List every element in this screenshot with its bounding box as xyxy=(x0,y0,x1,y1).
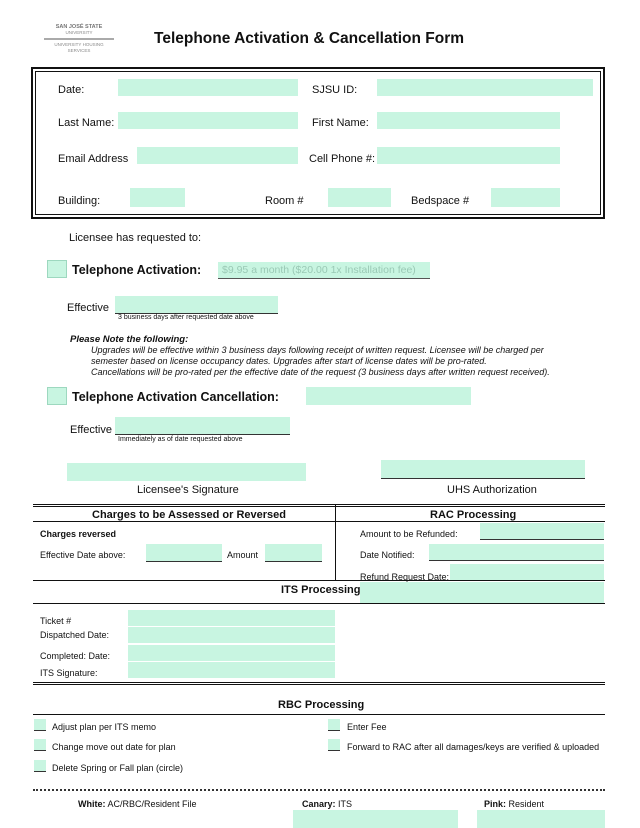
room-field[interactable] xyxy=(328,188,391,207)
note-line-3: Cancellations will be pro-rated per the effective date of the request (3 business days after written request received). xyxy=(91,367,550,377)
footer-pink-value: Resident xyxy=(508,799,545,809)
date-notified-label: Date Notified: xyxy=(360,550,415,560)
footer-white-copy xyxy=(78,799,197,809)
email-label: Email Address xyxy=(58,153,129,165)
cell-phone-field[interactable] xyxy=(377,147,560,164)
charges-effective-label: Effective Date above: xyxy=(40,550,126,560)
charges-heading: Charges to be Assessed or Reversed xyxy=(92,509,287,521)
activation-label: Telephone Activation: xyxy=(72,263,202,277)
refund-request-field[interactable] xyxy=(450,564,604,581)
bedspace-label: Bedspace # xyxy=(411,195,470,207)
logo-line-2: UNIVERSITY xyxy=(65,30,93,35)
footer-white-label: White: xyxy=(78,799,106,809)
completed-label: Completed: Date: xyxy=(40,651,111,661)
note-line-1: Upgrades will be effective within 3 business days following receipt of written request. Licensee will be charged per xyxy=(91,345,544,355)
date-label: Date: xyxy=(58,84,85,96)
activation-fee-field[interactable] xyxy=(218,262,430,279)
cancellation-effective-label: Effective xyxy=(70,424,112,436)
cancellation-checkbox[interactable] xyxy=(47,387,67,405)
its-signature-label: ITS Signature: xyxy=(40,668,98,678)
footer-white-value: AC/RBC/Resident File xyxy=(107,799,197,809)
rbc-forward-rac-checkbox[interactable] xyxy=(328,739,340,751)
footer-canary-copy xyxy=(302,799,352,809)
cancellation-effective-field[interactable] xyxy=(115,417,290,435)
rbc-adjust-plan-checkbox[interactable] xyxy=(34,719,46,731)
cell-phone-label: Cell Phone #: xyxy=(309,153,376,165)
refund-amount-field[interactable] xyxy=(480,523,604,540)
refund-amount-label: Amount to be Refunded: xyxy=(360,529,458,539)
footer-pink-copy xyxy=(484,799,544,809)
activation-effective-field[interactable] xyxy=(115,296,278,314)
activation-effective-label: Effective xyxy=(67,302,109,314)
form-title: Telephone Activation & Cancellation Form xyxy=(154,30,465,47)
first-name-field[interactable] xyxy=(377,112,560,129)
footer-canary-value: ITS xyxy=(338,799,353,809)
footer-canary-label: Canary: xyxy=(302,799,336,809)
licensee-requested-label: Licensee has requested to: xyxy=(69,232,202,244)
rac-heading: RAC Processing xyxy=(430,509,517,521)
building-field[interactable] xyxy=(130,188,185,207)
its-processing-field[interactable] xyxy=(360,582,604,603)
dispatched-label: Dispatched Date: xyxy=(40,630,110,640)
date-notified-field[interactable] xyxy=(429,544,604,561)
ticket-label: Ticket # xyxy=(40,616,72,626)
dispatched-field[interactable] xyxy=(128,627,335,643)
its-header-rule xyxy=(33,603,605,604)
cancellation-label: Telephone Activation Cancellation: xyxy=(72,390,279,404)
date-field[interactable] xyxy=(118,79,298,96)
cancellation-field[interactable] xyxy=(306,387,471,405)
charges-header-rule xyxy=(33,521,605,522)
footer-dotted-rule xyxy=(33,789,605,791)
last-name-label: Last Name: xyxy=(58,117,115,129)
its-bottom-rule xyxy=(33,682,605,685)
uhs-authorization-field[interactable] xyxy=(381,460,585,479)
activation-effective-hint: 3 business days after requested date above xyxy=(118,314,254,321)
uhs-authorization-label: UHS Authorization xyxy=(447,484,537,496)
rbc-forward-rac-label: Forward to RAC after all damages/keys are verified & uploaded xyxy=(347,742,600,752)
its-signature-field[interactable] xyxy=(128,662,335,678)
licensee-signature-field[interactable] xyxy=(67,463,306,481)
email-field[interactable] xyxy=(137,147,298,164)
logo-line-3: UNIVERSITY HOUSING xyxy=(54,42,104,47)
rbc-heading: RBC Processing xyxy=(278,699,365,711)
footer-pink-label: Pink: xyxy=(484,799,507,809)
refund-request-label: Refund Request Date: xyxy=(360,572,450,582)
footer-pink-field[interactable] xyxy=(477,810,605,828)
sjsu-id-field[interactable] xyxy=(377,79,593,96)
last-name-field[interactable] xyxy=(118,112,298,129)
note-heading: Please Note the following: xyxy=(70,334,189,345)
charges-amount-field[interactable] xyxy=(265,544,322,562)
charges-rac-divider xyxy=(335,504,336,580)
charges-effective-field[interactable] xyxy=(146,544,222,562)
charges-reversed-label: Charges reversed xyxy=(40,529,117,539)
note-line-2: semester based on license occupancy dates. Upgrades after start of license dates will be pro-rated. xyxy=(91,356,487,366)
logo-line-4: SERVICES xyxy=(67,48,91,53)
charges-top-rule xyxy=(33,504,605,507)
rbc-delete-plan-label: Delete Spring or Fall plan (circle) xyxy=(52,763,184,773)
its-top-rule xyxy=(33,580,605,581)
bedspace-field[interactable] xyxy=(491,188,560,207)
activation-fee-placeholder: $9.95 a month ($20.00 1x Installation fee) xyxy=(222,264,416,276)
ticket-field[interactable] xyxy=(128,610,335,626)
sjsu-id-label: SJSU ID: xyxy=(312,84,358,96)
room-label: Room # xyxy=(265,195,304,207)
rbc-change-move-out-checkbox[interactable] xyxy=(34,739,46,751)
rbc-change-move-out-label: Change move out date for plan xyxy=(52,742,176,752)
building-label: Building: xyxy=(58,195,101,207)
rbc-enter-fee-label: Enter Fee xyxy=(347,722,387,732)
logo-divider xyxy=(44,38,114,40)
completed-field[interactable] xyxy=(128,645,335,661)
rbc-delete-plan-checkbox[interactable] xyxy=(34,760,46,772)
rbc-header-rule xyxy=(33,714,605,715)
footer-canary-field[interactable] xyxy=(293,810,458,828)
rbc-enter-fee-checkbox[interactable] xyxy=(328,719,340,731)
licensee-signature-label: Licensee's Signature xyxy=(137,484,239,496)
university-housing-logo xyxy=(40,24,118,70)
logo-line-1: SAN JOSÉ STATE xyxy=(55,24,103,30)
first-name-label: First Name: xyxy=(312,117,369,129)
charges-amount-label: Amount xyxy=(227,550,259,560)
rbc-adjust-plan-label: Adjust plan per ITS memo xyxy=(52,722,157,732)
cancellation-effective-hint: Immediately as of date requested above xyxy=(118,436,243,443)
activation-checkbox[interactable] xyxy=(47,260,67,278)
its-heading: ITS Processing xyxy=(281,584,361,596)
